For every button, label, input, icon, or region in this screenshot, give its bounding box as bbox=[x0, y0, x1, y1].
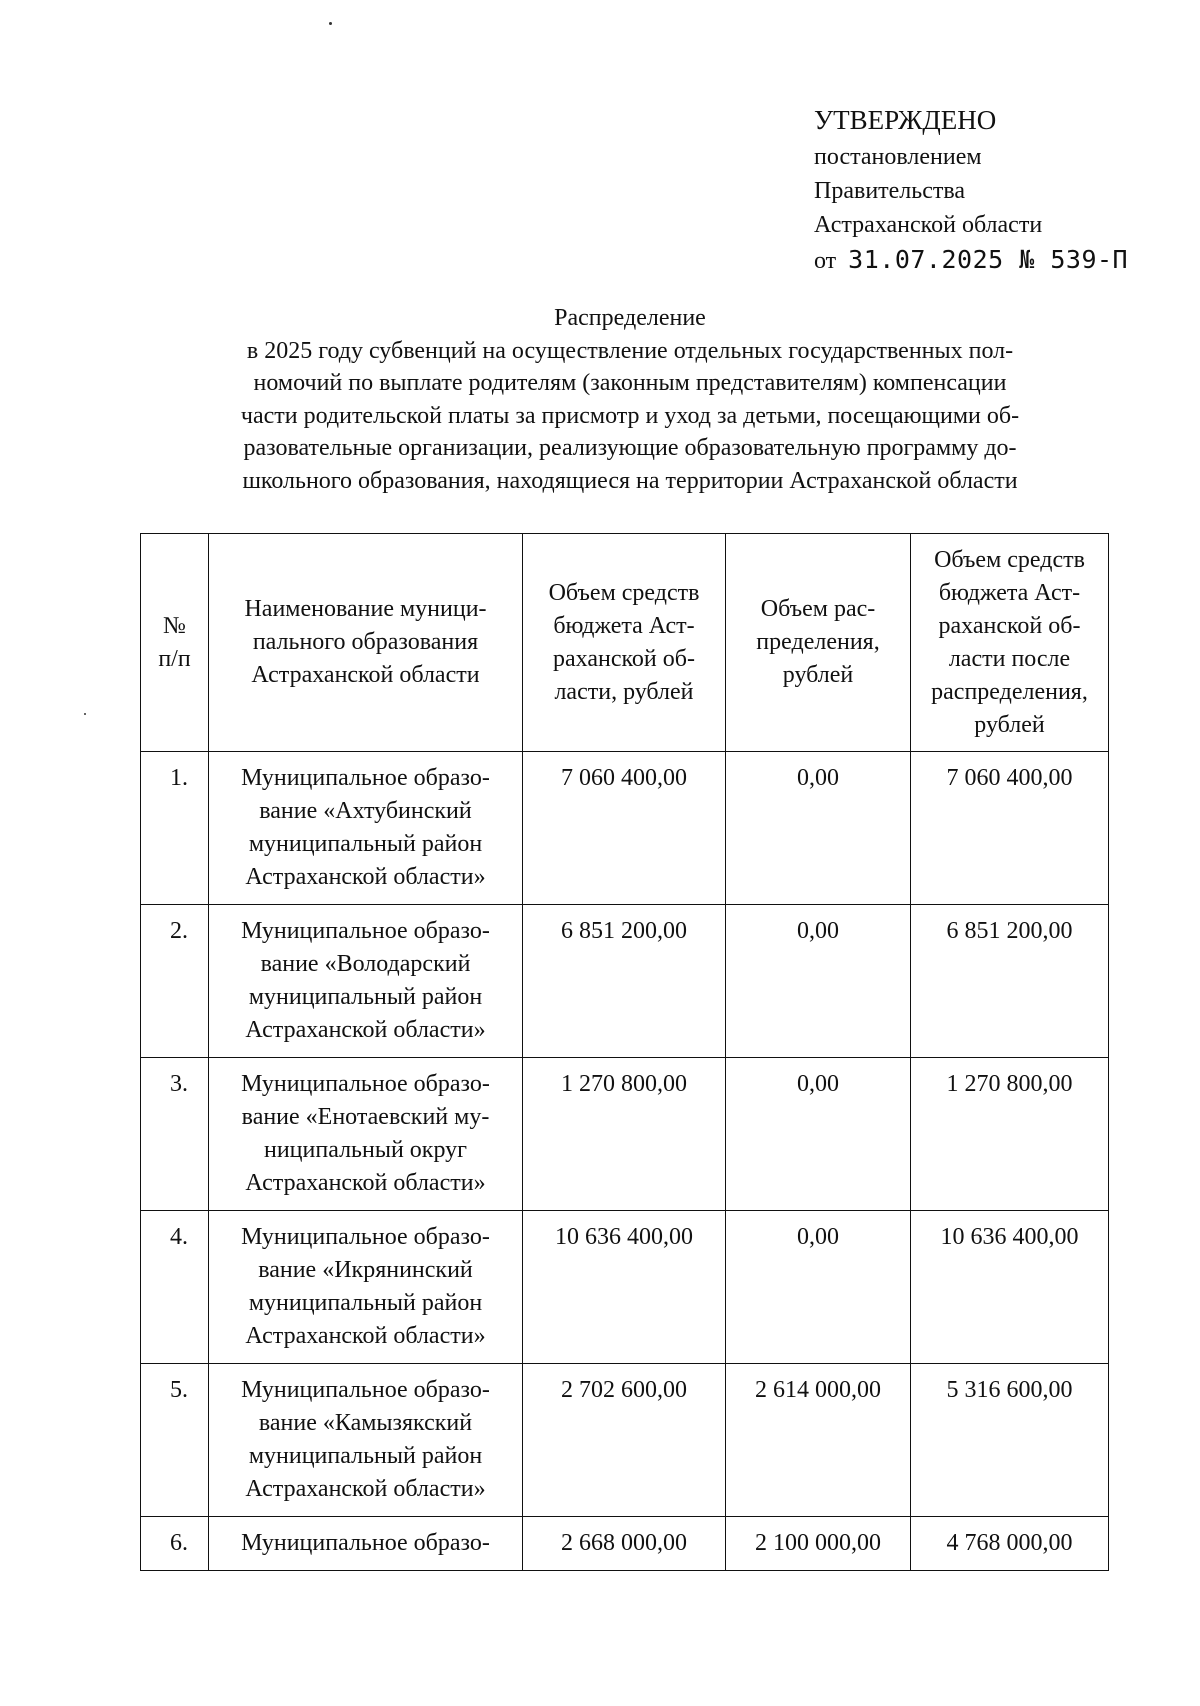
table-row bbox=[141, 1211, 1109, 1364]
row-name-line: муниципальный район bbox=[248, 984, 483, 1010]
row-distribution: 0,00 bbox=[726, 752, 911, 905]
row-name-line: вание «Ахтубинский bbox=[259, 798, 472, 824]
scan-speck bbox=[329, 22, 332, 25]
row-name-line: вание «Камызякский bbox=[258, 1410, 473, 1436]
row-number: 4. bbox=[141, 1211, 209, 1364]
row-name-line: Муниципальное образо- bbox=[241, 1530, 490, 1556]
header-budget-line: раханской об- bbox=[553, 645, 695, 672]
header-num-line: п/п bbox=[158, 645, 191, 672]
row-number: 2. bbox=[141, 905, 209, 1058]
header-distribution-line: рублей bbox=[782, 662, 854, 688]
row-after: 7 060 400,00 bbox=[911, 752, 1109, 905]
row-name bbox=[209, 752, 523, 905]
header-budget-line: Объем средств bbox=[548, 579, 700, 606]
row-name-line: вание «Икрянинский bbox=[258, 1257, 473, 1283]
header-num bbox=[141, 534, 209, 752]
title-line: школьного образования, находящиеся на территории Астраханской области bbox=[242, 467, 1018, 494]
header-after-line: рублей bbox=[974, 711, 1045, 738]
header-name-line: Астраханской области bbox=[251, 662, 480, 688]
title-line: в 2025 году субвенций на осуществление отдельных государственных пол- bbox=[246, 337, 1014, 364]
header-after-line: бюджета Аст- bbox=[938, 579, 1081, 606]
row-name-line: вание «Енотаевский му- bbox=[241, 1104, 490, 1130]
row-distribution: 2 614 000,00 bbox=[726, 1364, 911, 1517]
row-after: 6 851 200,00 bbox=[911, 905, 1109, 1058]
approval-line-1: постановлением bbox=[814, 144, 982, 170]
row-name-line: Муниципальное образо- bbox=[241, 1224, 490, 1250]
row-name bbox=[209, 905, 523, 1058]
table-row bbox=[141, 1364, 1109, 1517]
row-distribution: 0,00 bbox=[726, 905, 911, 1058]
row-number: 1. bbox=[141, 752, 209, 905]
row-name-line: вание «Володарский bbox=[260, 951, 471, 977]
header-name bbox=[209, 534, 523, 752]
header-distribution-line: Объем рас- bbox=[760, 596, 876, 622]
row-name-line: ниципальный округ bbox=[263, 1137, 467, 1163]
row-name-line: Муниципальное образо- bbox=[241, 765, 490, 791]
row-distribution: 0,00 bbox=[726, 1211, 911, 1364]
approval-date-line bbox=[814, 242, 1128, 279]
row-name-line: Астраханской области» bbox=[245, 864, 486, 890]
row-name-line: муниципальный район bbox=[248, 831, 483, 857]
header-after bbox=[911, 534, 1109, 752]
header-after-line: Объем средств bbox=[934, 546, 1085, 573]
header-name-line: пального образования bbox=[252, 629, 479, 655]
row-budget: 2 702 600,00 bbox=[523, 1364, 726, 1517]
title-line: разовательные организации, реализующие образовательную программу до- bbox=[243, 435, 1017, 461]
row-name-line: Астраханской области» bbox=[245, 1476, 486, 1502]
table-row bbox=[141, 1058, 1109, 1211]
row-number: 5. bbox=[141, 1364, 209, 1517]
header-budget bbox=[523, 534, 726, 752]
row-distribution: 2 100 000,00 bbox=[726, 1517, 911, 1571]
row-budget: 2 668 000,00 bbox=[523, 1517, 726, 1571]
row-name-line: Астраханской области» bbox=[245, 1323, 486, 1349]
row-budget: 10 636 400,00 bbox=[523, 1211, 726, 1364]
header-budget-line: ласти, рублей bbox=[554, 678, 694, 705]
header-distribution bbox=[726, 534, 911, 752]
header-after-line: раханской об- bbox=[938, 612, 1081, 639]
table-row bbox=[141, 905, 1109, 1058]
row-budget: 7 060 400,00 bbox=[523, 752, 726, 905]
row-after: 4 768 000,00 bbox=[911, 1517, 1109, 1571]
row-after: 1 270 800,00 bbox=[911, 1058, 1109, 1211]
row-name-line: Муниципальное образо- bbox=[241, 1377, 490, 1403]
row-after: 5 316 600,00 bbox=[911, 1364, 1109, 1517]
approval-block bbox=[814, 100, 1128, 279]
document-title bbox=[160, 302, 1100, 497]
header-distribution-line: пределения, bbox=[756, 629, 880, 655]
approval-date-stamp: 31.07.2025 № 539-П bbox=[848, 245, 1129, 274]
row-number: 3. bbox=[141, 1058, 209, 1211]
header-name-line: Наименование муници- bbox=[244, 596, 487, 622]
header-num-line: № bbox=[163, 612, 186, 639]
distribution-table bbox=[140, 533, 1109, 1571]
row-distribution: 0,00 bbox=[726, 1058, 911, 1211]
row-budget: 1 270 800,00 bbox=[523, 1058, 726, 1211]
title-line: части родительской платы за присмотр и уход за детьми, посещающими об- bbox=[240, 402, 1020, 429]
header-after-line: ласти после bbox=[948, 645, 1071, 672]
row-name-line: муниципальный район bbox=[248, 1290, 483, 1316]
scan-speck bbox=[84, 713, 86, 715]
title-line: номочий по выплате родителям (законным представителям) компенсации bbox=[253, 370, 1007, 396]
row-name-line: Муниципальное образо- bbox=[241, 1071, 490, 1097]
header-budget-line: бюджета Аст- bbox=[553, 612, 695, 639]
row-name-line: муниципальный район bbox=[248, 1443, 483, 1469]
row-name-line: Муниципальное образо- bbox=[241, 918, 490, 944]
row-name-line: Астраханской области» bbox=[245, 1170, 486, 1196]
row-name bbox=[209, 1364, 523, 1517]
row-name bbox=[209, 1058, 523, 1211]
row-after: 10 636 400,00 bbox=[911, 1211, 1109, 1364]
approval-line-3: Астраханской области bbox=[814, 212, 1043, 238]
approval-heading: УТВЕРЖДЕНО bbox=[814, 105, 997, 135]
row-number: 6. bbox=[141, 1517, 209, 1571]
title-heading: Распределение bbox=[554, 305, 706, 331]
table-header-row bbox=[141, 534, 1109, 752]
row-name bbox=[209, 1517, 523, 1571]
table-row bbox=[141, 1517, 1109, 1571]
row-name-line: Астраханской области» bbox=[245, 1017, 486, 1043]
row-name bbox=[209, 1211, 523, 1364]
table-row bbox=[141, 752, 1109, 905]
approval-date-prefix: от bbox=[814, 248, 837, 274]
row-budget: 6 851 200,00 bbox=[523, 905, 726, 1058]
header-after-line: распределения, bbox=[931, 678, 1088, 705]
approval-line-2: Правительства bbox=[814, 178, 966, 204]
